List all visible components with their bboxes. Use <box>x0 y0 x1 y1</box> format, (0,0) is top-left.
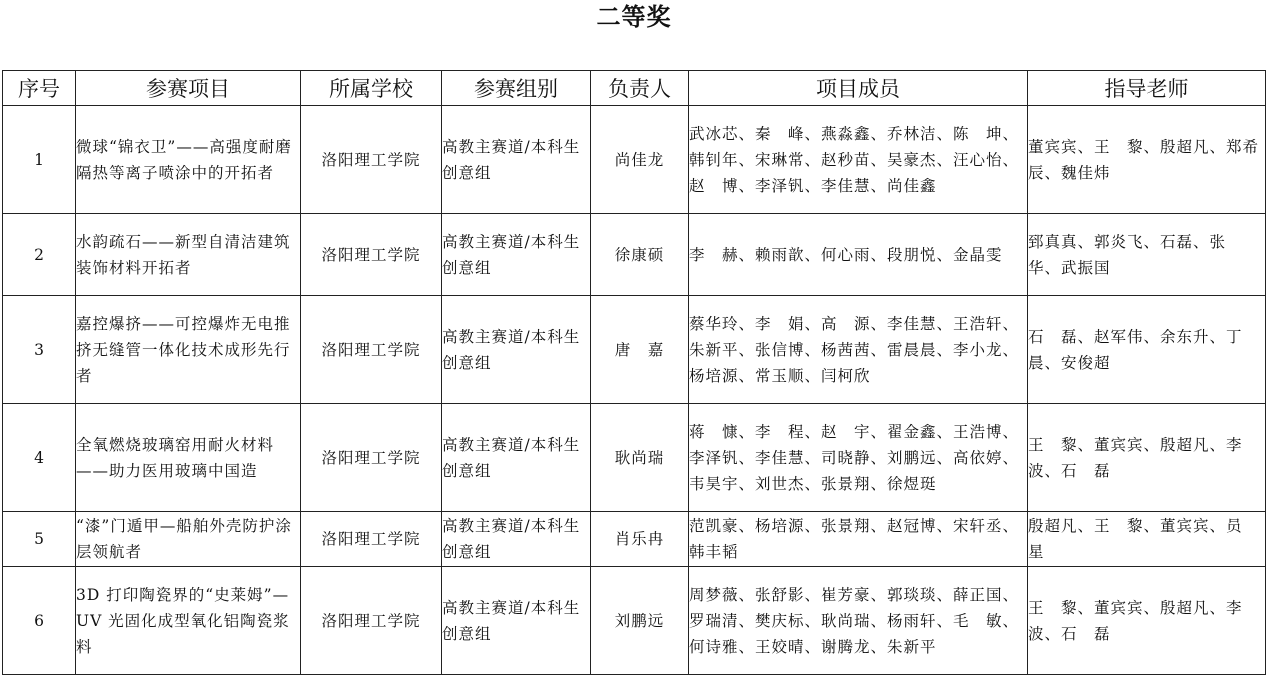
row-members: 李 赫、赖雨歆、何心雨、段朋悦、金晶雯 <box>689 214 1028 296</box>
row-group: 高教主赛道/本科生创意组 <box>442 567 591 675</box>
row-school: 洛阳理工学院 <box>301 296 442 404</box>
row-leader: 刘鹏远 <box>591 567 689 675</box>
table-row <box>3 296 1266 404</box>
header-advisors: 指导老师 <box>1028 71 1266 106</box>
row-project: 微球“锦衣卫”——高强度耐磨隔热等离子喷涂中的开拓者 <box>76 106 301 214</box>
row-num: 2 <box>3 214 76 296</box>
row-group: 高教主赛道/本科生创意组 <box>442 296 591 404</box>
row-members: 蔡华玲、李 娟、高 源、李佳慧、王浩轩、朱新平、张信博、杨茜茜、雷晨晨、李小龙、杨培源、常玉顺、闫柯欣 <box>689 296 1028 404</box>
row-members: 武冰芯、秦 峰、燕淼鑫、乔林洁、陈 坤、韩钊年、宋琳常、赵秒苗、吴豪杰、汪心怡、赵 博、李泽钒、李佳慧、尚佳鑫 <box>689 106 1028 214</box>
table-row <box>3 214 1266 296</box>
row-project: 全氧燃烧玻璃窑用耐火材料——助力医用玻璃中国造 <box>76 404 301 512</box>
row-group: 高教主赛道/本科生创意组 <box>442 404 591 512</box>
row-school: 洛阳理工学院 <box>301 404 442 512</box>
row-group: 高教主赛道/本科生创意组 <box>442 106 591 214</box>
row-project: 3D 打印陶瓷界的“史莱姆”—UV 光固化成型氧化铝陶瓷浆料 <box>76 567 301 675</box>
header-group: 参赛组别 <box>442 71 591 106</box>
row-advisors: 殷超凡、王 黎、董宾宾、员 星 <box>1028 512 1266 567</box>
row-project: 水韵疏石——新型自清洁建筑装饰材料开拓者 <box>76 214 301 296</box>
table-row <box>3 567 1266 675</box>
row-num: 5 <box>3 512 76 567</box>
row-members: 周梦薇、张舒影、崔芳豪、郭琰琰、薛正国、罗瑞清、樊庆标、耿尚瑞、杨雨轩、毛 敏、何诗雅、王姣晴、谢腾龙、朱新平 <box>689 567 1028 675</box>
row-members: 蒋 慷、李 程、赵 宇、翟金鑫、王浩博、李泽钒、李佳慧、司晓静、刘鹏远、高依婷、韦昊宇、刘世杰、张景翔、徐煜珽 <box>689 404 1028 512</box>
row-school: 洛阳理工学院 <box>301 106 442 214</box>
header-row <box>3 71 1266 106</box>
row-group: 高教主赛道/本科生创意组 <box>442 214 591 296</box>
row-group: 高教主赛道/本科生创意组 <box>442 512 591 567</box>
row-advisors: 石 磊、赵军伟、余东升、丁 晨、安俊超 <box>1028 296 1266 404</box>
header-project: 参赛项目 <box>76 71 301 106</box>
header-members: 项目成员 <box>689 71 1028 106</box>
row-advisors: 董宾宾、王 黎、殷超凡、郑希辰、魏佳炜 <box>1028 106 1266 214</box>
row-leader: 尚佳龙 <box>591 106 689 214</box>
row-advisors: 王 黎、董宾宾、殷超凡、李 波、石 磊 <box>1028 567 1266 675</box>
table-row <box>3 404 1266 512</box>
header-leader: 负责人 <box>591 71 689 106</box>
row-project: 嘉控爆挤——可控爆炸无电推挤无缝管一体化技术成形先行者 <box>76 296 301 404</box>
row-advisors: 王 黎、董宾宾、殷超凡、李 波、石 磊 <box>1028 404 1266 512</box>
table-row <box>3 512 1266 567</box>
row-leader: 唐 嘉 <box>591 296 689 404</box>
award-table <box>2 70 1266 675</box>
header-num: 序号 <box>3 71 76 106</box>
row-school: 洛阳理工学院 <box>301 567 442 675</box>
row-leader: 徐康硕 <box>591 214 689 296</box>
row-school: 洛阳理工学院 <box>301 214 442 296</box>
header-school: 所属学校 <box>301 71 442 106</box>
row-leader: 耿尚瑞 <box>591 404 689 512</box>
row-members: 范凯豪、杨培源、张景翔、赵冠博、宋轩丞、韩丰韬 <box>689 512 1028 567</box>
row-num: 1 <box>3 106 76 214</box>
row-project: “漆”门遁甲—船舶外壳防护涂层领航者 <box>76 512 301 567</box>
row-num: 6 <box>3 567 76 675</box>
row-advisors: 郅真真、郭炎飞、石磊、张 华、武振国 <box>1028 214 1266 296</box>
row-num: 4 <box>3 404 76 512</box>
row-school: 洛阳理工学院 <box>301 512 442 567</box>
page-title: 二等奖 <box>596 3 672 31</box>
row-num: 3 <box>3 296 76 404</box>
row-leader: 肖乐冉 <box>591 512 689 567</box>
table-row <box>3 106 1266 214</box>
